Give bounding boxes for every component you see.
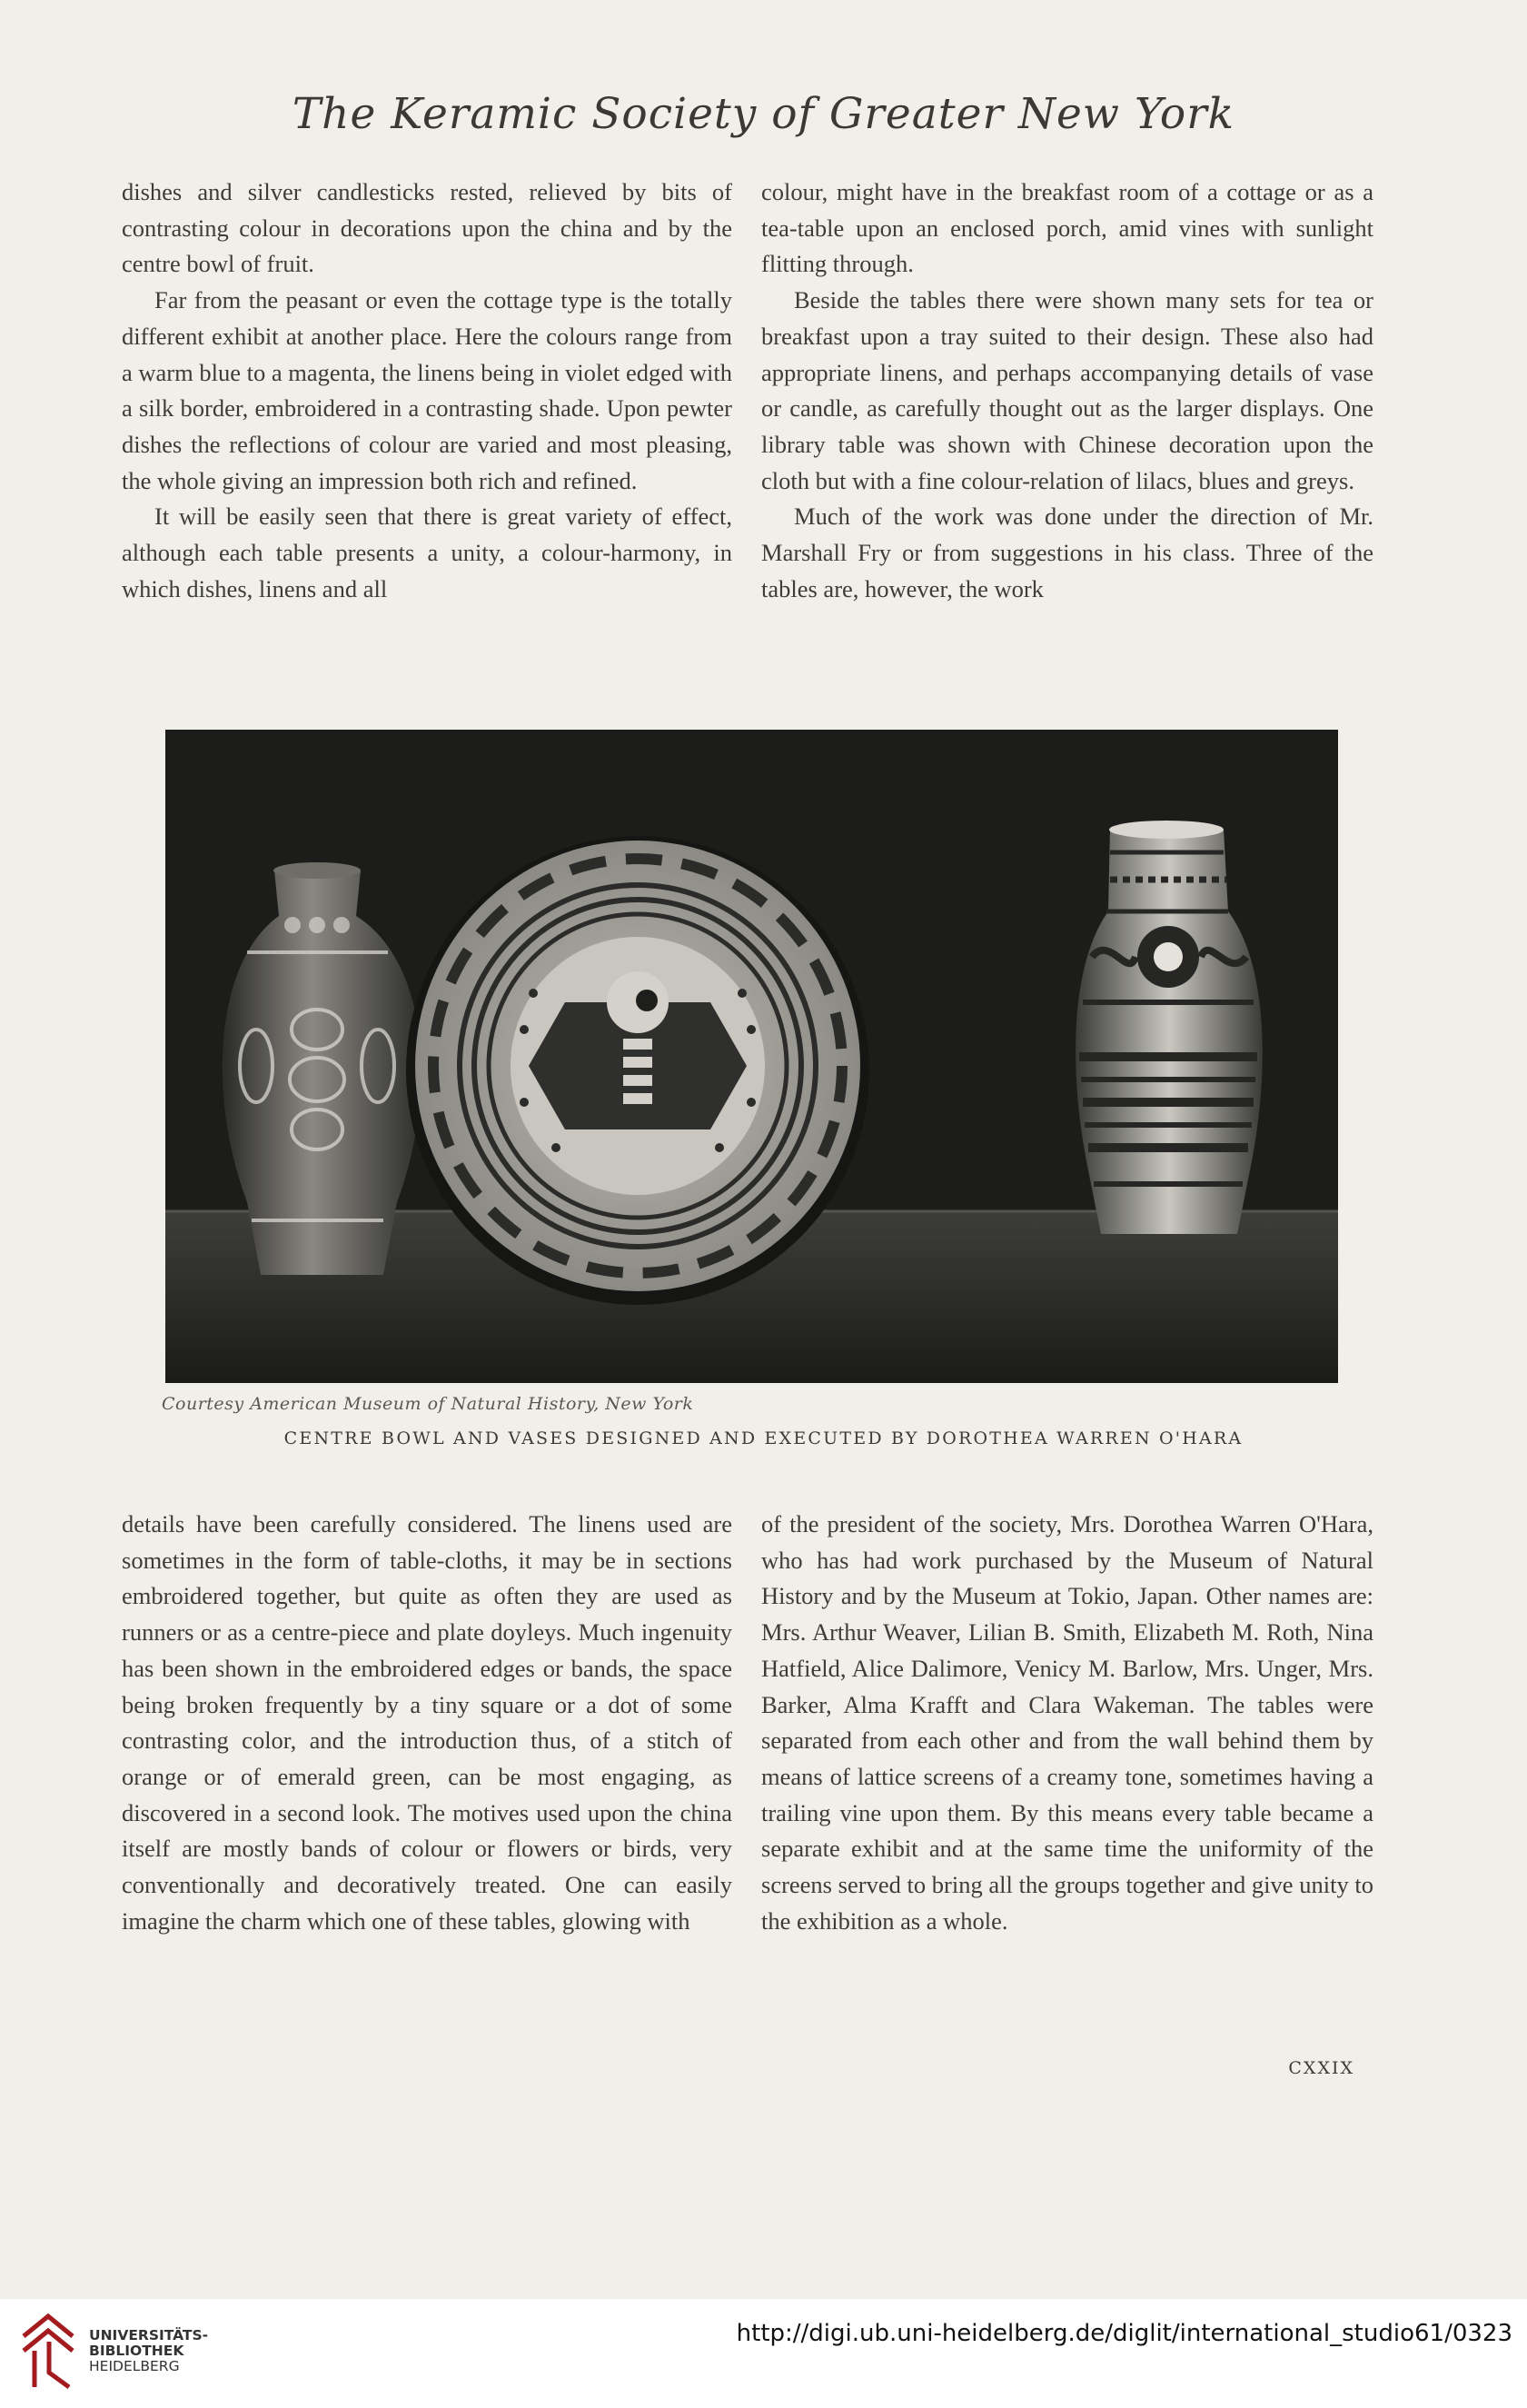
library-name-line: HEIDELBERG <box>89 2358 180 2374</box>
paragraph: of the president of the society, Mrs. Dorothea Warren O'Hara, who has had work purchased by the Museum of Natural History and by the Museum at Tokio, Japan. Other names are: Mrs. Arthur Weaver, Lilian B. Smith, Elizabeth M. Roth, Nina Hatfield, Alice Dalimore, Venicy M. Barlow, Mrs. Unger, Mrs. Barker, Alma Krafft and Clara Wakeman. The tables were separated from each other and from the wall behind them by means of lattice screens of a creamy tone, sometimes having a trailing vine upon them. By this means every table became a separate exhibit and at the same time the uniformity of the screens served to bring all the groups together and give unity to the exhibition as a whole. <box>761 1510 1373 1935</box>
footer-bar <box>0 2299 1527 2408</box>
column-bottom-right <box>761 1507 1373 1939</box>
library-name <box>89 2328 208 2374</box>
photograph-pottery <box>165 730 1338 1383</box>
source-url-link[interactable]: http://digi.ub.uni-heidelberg.de/diglit/international_studio61/0323 <box>736 2320 1512 2347</box>
photo-caption: CENTRE BOWL AND VASES DESIGNED AND EXECUTED BY DOROTHEA WARREN O'HARA <box>283 1428 1244 1448</box>
paragraph: details have been carefully considered. The linens used are sometimes in the form of table-cloths, it may be in sections embroidered together, but quite as often they are used as runners or as a centre-piece and plate doyleys. Much ingenuity has been shown in the embroidered edges or bands, the space being broken frequently by a tiny square or a dot of some contrasting color, and the introduction thus, of a stitch of orange or of emerald green, can be most engaging, as discovered in a second look. The motives used upon the china itself are mostly bands of colour or flowers or birds, very conventionally and decoratively treated. One can easily imagine the charm which one of these tables, glowing with <box>122 1510 732 1935</box>
paragraph: Much of the work was done under the direction of Mr. Marshall Fry or from suggestions in his class. Three of the tables are, however, the work <box>761 502 1373 602</box>
column-top-left <box>122 174 732 607</box>
photo-credit: Courtesy American Museum of Natural History, New York <box>162 1394 694 1414</box>
paragraph: dishes and silver candlesticks rested, relieved by bits of contrasting colour in decorations upon the china and by the centre bowl of fruit. <box>122 178 732 278</box>
paragraph: Far from the peasant or even the cottage type is the totally different exhibit at another place. Here the colours range from a warm blue to a magenta, the linens being in violet edged with a silk border, embroidered in a contrasting shade. Upon pewter dishes the reflections of colour are varied and most pleasing, the whole giving an impression both rich and refined. <box>122 286 732 494</box>
library-name-line: UNIVERSITÄTS- <box>89 2327 209 2343</box>
page-number: CXXIX <box>1288 2058 1354 2078</box>
column-bottom-left <box>122 1507 732 1939</box>
paragraph: Beside the tables there were shown many sets for tea or breakfast upon a tray suited to their design. These also had appropriate linens, and perhaps accompanying details of vase or candle, as carefully thought out as the larger displays. One library table was shown with Chinese decoration upon the cloth but with a fine colour-relation of lilacs, blues and greys. <box>761 286 1373 494</box>
library-name-line: BIBLIOTHEK <box>89 2343 184 2359</box>
centre-bowl <box>406 836 869 1305</box>
paragraph: It will be easily seen that there is great variety of effect, although each table presents a unity, a colour-harmony, in which dishes, linens and all <box>122 502 732 602</box>
column-top-right <box>761 174 1373 607</box>
paragraph: colour, might have in the breakfast room of a cottage or as a tea-table upon an enclosed porch, amid vines with sunlight flitting through. <box>761 178 1373 278</box>
heidelberg-library-logo-icon <box>16 2309 80 2394</box>
pottery-illustration <box>165 730 1338 1383</box>
running-head: The Keramic Society of Greater New York <box>292 89 1235 139</box>
